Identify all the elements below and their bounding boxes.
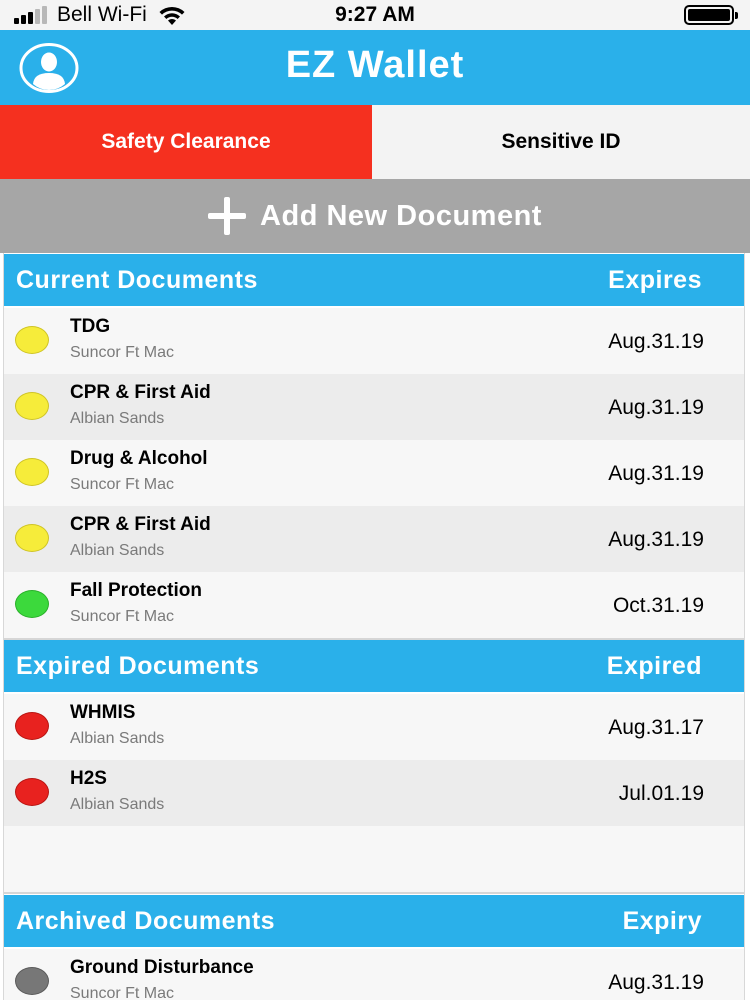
section-column-label: Expires	[608, 266, 702, 294]
status-dot-yellow-icon	[15, 458, 49, 486]
document-row-whmis[interactable]	[4, 694, 744, 760]
document-date: Aug.31.19	[608, 462, 704, 485]
document-location: Suncor Ft Mac	[70, 476, 175, 493]
document-location: Suncor Ft Mac	[70, 344, 175, 361]
section-column-label: Expiry	[622, 907, 702, 935]
app-header	[0, 30, 750, 105]
section-title: Current Documents	[16, 266, 258, 294]
divider	[4, 892, 744, 894]
document-row-h2s[interactable]	[4, 760, 744, 826]
document-date: Aug.31.19	[608, 528, 704, 551]
document-name: WHMIS	[70, 702, 136, 723]
document-name: H2S	[70, 768, 107, 789]
document-name: Ground Disturbance	[70, 957, 254, 978]
status-dot-yellow-icon	[15, 392, 49, 420]
document-location: Albian Sands	[70, 730, 165, 747]
add-document-label: Add New Document	[260, 199, 542, 232]
right-border	[744, 253, 745, 1000]
document-row-fall-protection[interactable]	[4, 572, 744, 638]
tab-bar	[0, 105, 750, 179]
tab-sensitive-id[interactable]: Sensitive ID	[372, 105, 750, 179]
document-location: Suncor Ft Mac	[70, 985, 175, 1000]
status-dot-red-icon	[15, 778, 49, 806]
document-row-tdg[interactable]	[4, 308, 744, 374]
carrier-name: Bell Wi-Fi	[57, 3, 147, 26]
document-row-drug-alcohol[interactable]	[4, 440, 744, 506]
document-row-cpr-first-aid-2[interactable]	[4, 506, 744, 572]
document-date: Aug.31.19	[608, 396, 704, 419]
document-name: Fall Protection	[70, 580, 202, 601]
empty-list-space	[4, 826, 744, 892]
document-date: Aug.31.19	[608, 330, 704, 353]
document-row-ground-disturbance[interactable]	[4, 949, 744, 1000]
archived-documents-header	[4, 895, 744, 947]
document-name: CPR & First Aid	[70, 514, 211, 535]
add-document-button[interactable]	[0, 179, 750, 253]
document-location: Suncor Ft Mac	[70, 608, 175, 625]
battery-icon	[684, 5, 734, 25]
document-date: Aug.31.17	[608, 716, 704, 739]
document-name: CPR & First Aid	[70, 382, 211, 403]
document-row-cpr-first-aid[interactable]	[4, 374, 744, 440]
document-location: Albian Sands	[70, 796, 165, 813]
status-dot-yellow-icon	[15, 326, 49, 354]
plus-icon	[208, 197, 246, 235]
status-time: 9:27 AM	[335, 3, 415, 26]
document-name: Drug & Alcohol	[70, 448, 208, 469]
section-column-label: Expired	[606, 652, 702, 680]
document-date: Jul.01.19	[618, 782, 704, 805]
document-date: Aug.31.19	[608, 971, 704, 994]
document-date: Oct.31.19	[612, 594, 704, 617]
status-bar	[0, 0, 750, 30]
status-dot-gray-icon	[15, 967, 49, 995]
tab-safety-clearance[interactable]: Safety Clearance	[0, 105, 372, 179]
document-location: Albian Sands	[70, 542, 165, 559]
status-dot-red-icon	[15, 712, 49, 740]
section-title: Archived Documents	[16, 907, 276, 935]
document-location: Albian Sands	[70, 410, 165, 427]
app-title: EZ Wallet	[285, 44, 465, 86]
current-documents-header	[4, 254, 744, 306]
status-dot-yellow-icon	[15, 524, 49, 552]
document-name: TDG	[70, 316, 111, 337]
expired-documents-header	[4, 640, 744, 692]
section-title: Expired Documents	[16, 652, 260, 680]
status-dot-green-icon	[15, 590, 49, 618]
